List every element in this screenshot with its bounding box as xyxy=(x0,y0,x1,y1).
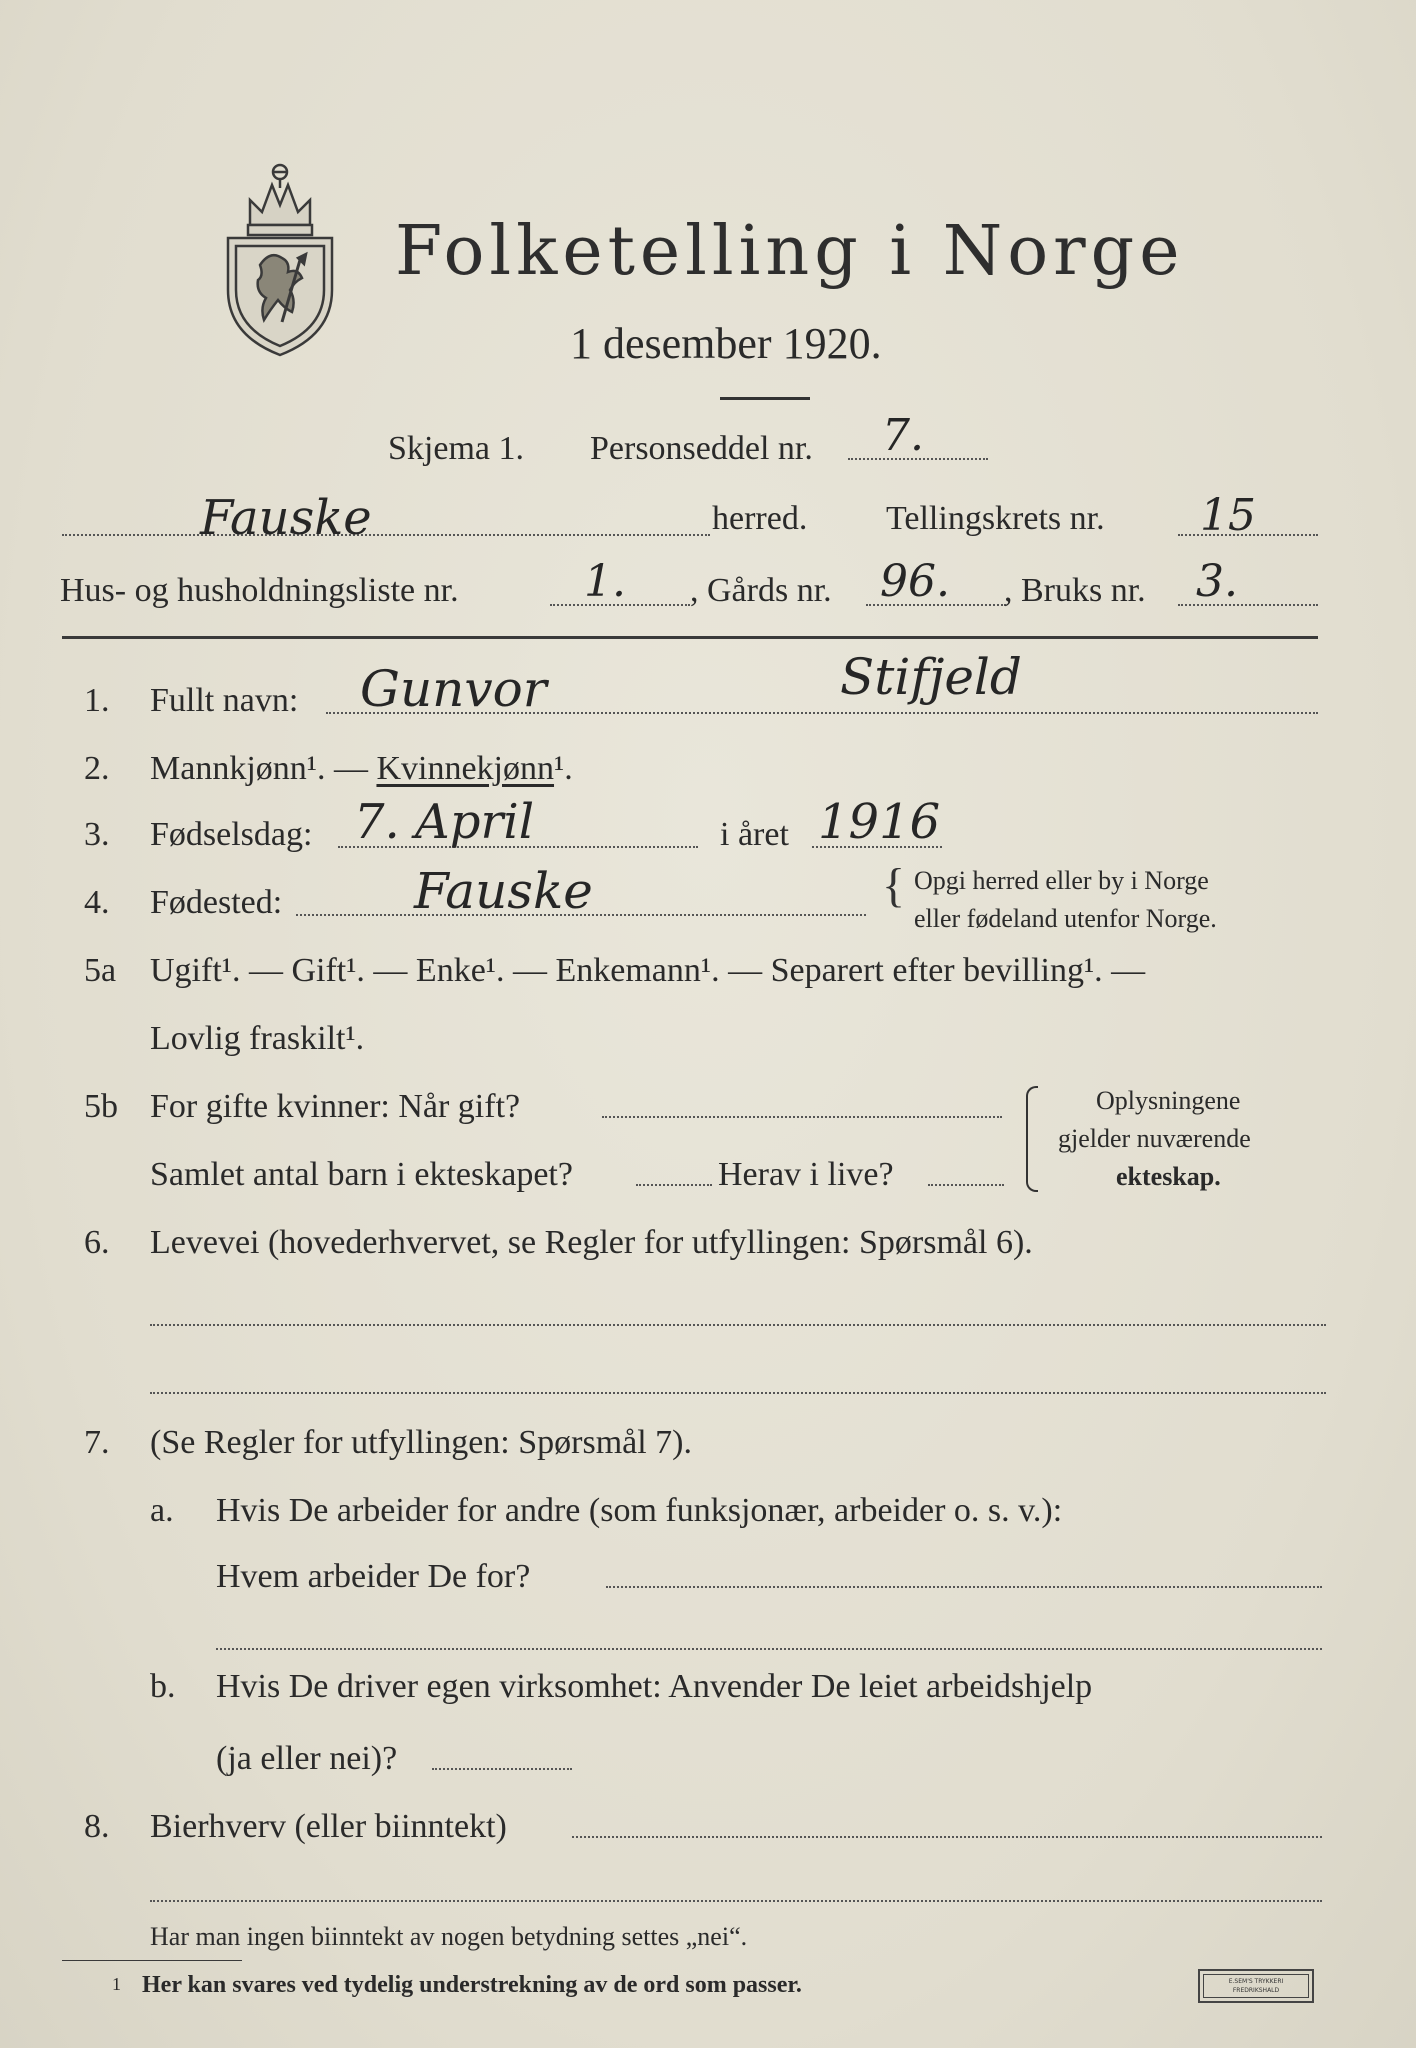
q5b-married-field-line xyxy=(602,1116,1002,1118)
q8-number: 8. xyxy=(84,1808,110,1845)
header-rule xyxy=(62,636,1318,639)
q8-field-line-2[interactable] xyxy=(150,1900,1322,1902)
schema-label: Skjema 1. xyxy=(388,430,524,467)
title-divider xyxy=(720,397,810,400)
q5a-line2[interactable]: Lovlig fraskilt¹. xyxy=(150,1020,365,1057)
q5b-note-line1: Oplysningene xyxy=(1096,1086,1241,1115)
q8-note: Har man ingen biinntekt av nogen betydning settes „nei“. xyxy=(150,1922,748,1951)
q7a-line2: Hvem arbeider De for? xyxy=(216,1558,531,1595)
footnote-marker: 1 xyxy=(112,1974,121,1994)
q5b-alive-label: Herav i live? xyxy=(718,1156,894,1193)
q7b-field-line[interactable] xyxy=(432,1768,572,1770)
gards-value[interactable]: 96. xyxy=(880,556,950,607)
q4-note-line2: eller fødeland utenfor Norge. xyxy=(914,904,1217,933)
q3-number: 3. xyxy=(84,816,110,853)
q7-label: (Se Regler for utfyllingen: Spørsmål 7). xyxy=(150,1424,693,1461)
q6-label: Levevei (hovederhvervet, se Regler for utfyllingen: Spørsmål 6). xyxy=(150,1224,1033,1261)
printer-mark-line2: FREDRIKSHALD xyxy=(1232,1987,1280,1994)
q3-value[interactable]: 7. April xyxy=(354,794,535,850)
q7-number: 7. xyxy=(84,1424,110,1461)
q7a-field-line-1[interactable] xyxy=(606,1586,1322,1588)
q7a-line1: Hvis De arbeider for andre (som funksjonær, arbeider o. s. v.): xyxy=(216,1492,1063,1529)
q5b-line1: For gifte kvinner: Når gift? xyxy=(150,1088,521,1125)
q3-year-value[interactable]: 1916 xyxy=(818,794,941,850)
footnote-rule xyxy=(62,1960,242,1961)
q7b-letter: b. xyxy=(150,1668,176,1705)
norwegian-coat-of-arms-icon xyxy=(220,150,340,360)
q7a-field-line-2[interactable] xyxy=(216,1648,1322,1650)
tellingskrets-label: Tellingskrets nr. xyxy=(886,500,1105,537)
q1-first-name[interactable]: Gunvor xyxy=(360,660,547,718)
q7b-line1: Hvis De driver egen virksomhet: Anvender De leiet arbeidshjelp xyxy=(216,1668,1093,1705)
q6-number: 6. xyxy=(84,1224,110,1261)
q5a-line1[interactable]: Ugift¹. — Gift¹. — Enke¹. — Enkemann¹. — Separert efter bevilling¹. — xyxy=(150,952,1146,989)
q5b-note-line3: ekteskap. xyxy=(1116,1162,1221,1191)
q2-footnote-mark: ¹. xyxy=(554,750,573,787)
q3-label: Fødselsdag: xyxy=(150,816,313,853)
hus-label: Hus- og husholdningsliste nr. xyxy=(60,572,459,609)
q4-number: 4. xyxy=(84,884,110,921)
herred-value[interactable]: Fauske xyxy=(200,490,372,546)
q5b-note-line2: gjelder nuværende xyxy=(1058,1124,1251,1153)
hus-value[interactable]: 1. xyxy=(584,556,626,607)
q8-field-line-1[interactable] xyxy=(572,1836,1322,1838)
bruks-value[interactable]: 3. xyxy=(1196,556,1238,607)
q3-year-label: i året xyxy=(720,816,789,853)
q5b-number: 5b xyxy=(84,1088,118,1125)
q6-field-line-1[interactable] xyxy=(150,1324,1326,1326)
bruks-label: , Bruks nr. xyxy=(1004,572,1146,609)
q2-number: 2. xyxy=(84,750,110,787)
q4-note-line1: Opgi herred eller by i Norge xyxy=(914,866,1209,895)
q2-options xyxy=(150,750,573,788)
herred-label: herred. xyxy=(712,500,808,537)
q1-last-name[interactable]: Stifjeld xyxy=(840,648,1022,706)
q1-label: Fullt navn: xyxy=(150,682,299,719)
personseddel-value[interactable]: 7. xyxy=(882,410,924,461)
q7b-line2: (ja eller nei)? xyxy=(216,1740,398,1777)
printer-mark-line1: E.SEM'S TRYKKERI xyxy=(1228,1978,1284,1985)
q5b-note-bracket xyxy=(1026,1086,1038,1192)
q7a-letter: a. xyxy=(150,1492,174,1529)
q8-label: Bierhverv (eller biinntekt) xyxy=(150,1808,507,1845)
personseddel-label: Personseddel nr. xyxy=(590,430,813,467)
q4-note-brace: { xyxy=(882,859,906,912)
q5a-number: 5a xyxy=(84,952,117,989)
q2-option-female[interactable]: Kvinnekjønn xyxy=(376,750,555,787)
q5b-children-label: Samlet antal barn i ekteskapet? xyxy=(150,1156,573,1193)
q5b-alive-field-line xyxy=(928,1184,1004,1186)
form-title: Folketelling i Norge xyxy=(395,212,1185,291)
form-date: 1 desember 1920. xyxy=(570,319,882,368)
q6-field-line-2[interactable] xyxy=(150,1392,1326,1394)
gards-label: , Gårds nr. xyxy=(690,572,832,609)
herred-field-line xyxy=(62,534,710,536)
tellingskrets-value[interactable]: 15 xyxy=(1200,490,1256,541)
printer-mark xyxy=(1198,1969,1314,2003)
q4-label: Fødested: xyxy=(150,884,283,921)
q2-option-male[interactable]: Mannkjønn¹. — xyxy=(150,750,377,787)
footnote-text: Her kan svares ved tydelig understrekning av de ord som passer. xyxy=(142,1972,802,1998)
q4-value[interactable]: Fauske xyxy=(414,862,593,920)
q5b-children-field-line xyxy=(636,1184,712,1186)
q1-number: 1. xyxy=(84,682,110,719)
